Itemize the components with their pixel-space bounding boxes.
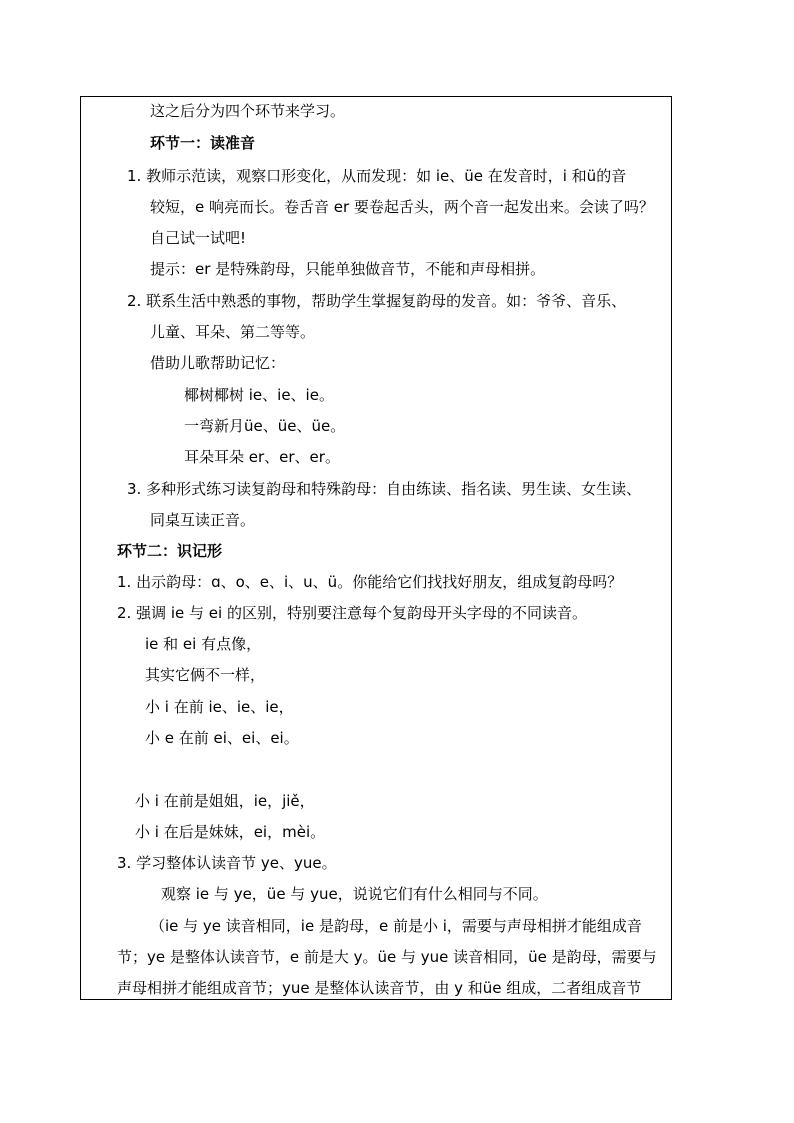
paragraph-line: 自己试一试吧!: [150, 229, 247, 247]
rhyme-line: 小 e 在前 ei、ei、ei。: [145, 729, 299, 747]
rhyme-line: 小 i 在后是妹妹，ei，mèi。: [135, 823, 326, 841]
paragraph-line: 1. 出示韵母：ɑ、o、e、i、u、ü。你能给它们找找好朋友，组成复韵母吗？: [117, 573, 623, 591]
intro-line: 这之后分为四个环节来学习。: [150, 102, 346, 120]
section-heading-2: 环节二：识记形: [117, 542, 223, 560]
rhyme-line: 一弯新月üe、üe、üe。: [184, 417, 346, 435]
paragraph-line: 2. 强调 ie 与 ei 的区别，特别要注意每个复韵母开头字母的不同读音。: [117, 604, 587, 622]
rhyme-line: 小 i 在前是姐姐，ie，jiě，: [135, 792, 315, 810]
paragraph-line: （ie 与 ye 读音相同，ie 是韵母，e 前是小 i，需要与声母相拼才能组成音: [150, 917, 642, 935]
paragraph-line: 同桌互读正音。: [150, 511, 256, 529]
rhyme-line: 其实它俩不一样，: [145, 666, 266, 684]
paragraph-line: 2. 联系生活中熟悉的事物，帮助学生掌握复韵母的发音。如：爷爷、音乐、: [127, 292, 627, 310]
paragraph-line: 1. 教师示范读，观察口形变化，从而发现：如 ie、üe 在发音时，i 和ü的音: [127, 167, 627, 185]
section-heading-1: 环节一：读准音: [150, 134, 256, 152]
paragraph-line: 节；ye 是整体认读音节，e 前是大 y。üe 与 yue 读音相同，üe 是韵母，需要与: [117, 948, 657, 966]
paragraph-line: 儿童、耳朵、第二等等。: [150, 323, 316, 341]
paragraph-line: 较短，e 响亮而长。卷舌音 er 要卷起舌头，两个音一起发出来。会读了吗？: [150, 198, 654, 216]
paragraph-line: 声母相拼才能组成音节；yue 是整体认读音节，由 y 和üe 组成，二者组成音节: [117, 979, 642, 997]
paragraph-line: 观察 ie 与 ye，üe 与 yue，说说它们有什么相同与不同。: [161, 885, 548, 903]
paragraph-line: 借助儿歌帮助记忆：: [150, 354, 286, 372]
tip-line: 提示：er 是特殊韵母，只能单独做音节，不能和声母相拼。: [150, 260, 546, 278]
paragraph-line: 3. 学习整体认读音节 ye、yue。: [117, 854, 337, 872]
paragraph-line: 3. 多种形式练习读复韵母和特殊韵母：自由练读、指名读、男生读、女生读、: [127, 480, 642, 498]
rhyme-line: 耳朵耳朵 er、er、er。: [184, 448, 340, 466]
rhyme-line: 椰树椰树 ie、ie、ie。: [184, 386, 334, 404]
rhyme-line: ie 和 ei 有点像，: [145, 635, 262, 653]
rhyme-line: 小 i 在前 ie、ie、ie，: [145, 698, 294, 716]
